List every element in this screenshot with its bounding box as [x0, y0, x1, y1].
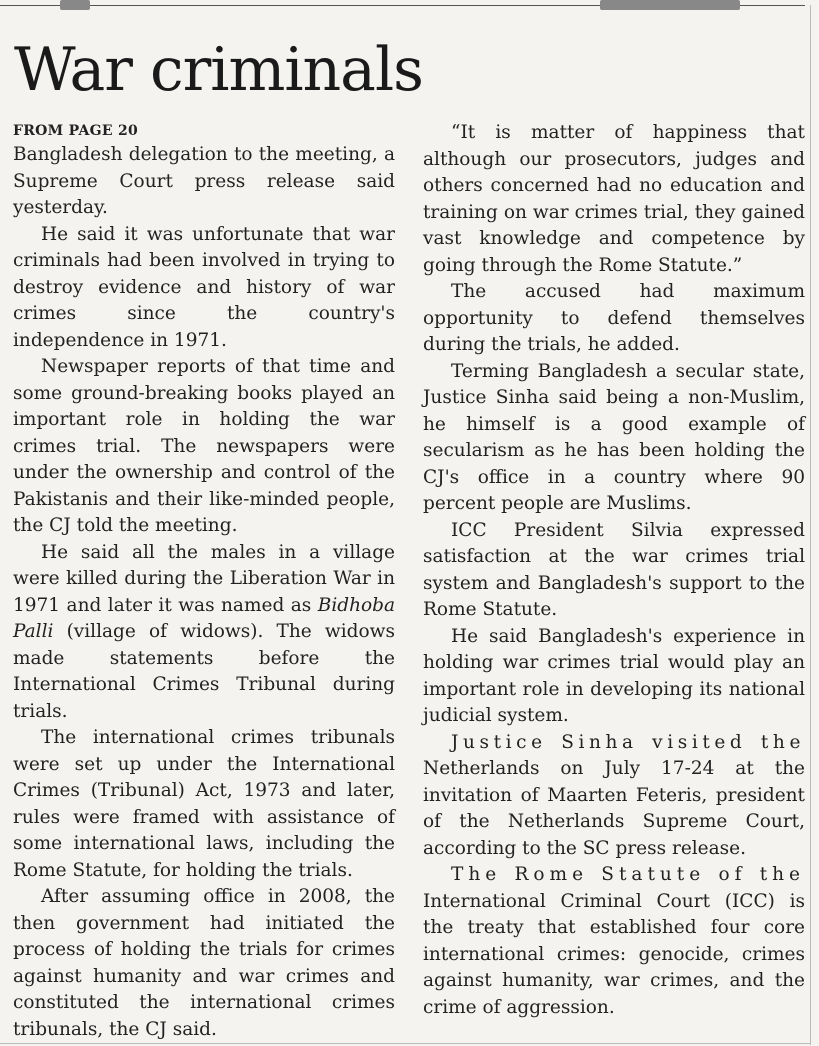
right-column — [423, 120, 805, 1021]
text-run: Netherlands on July 17-24 at the invitation of Maarten Feteris, president of the Netherlands Supreme Court, according to the SC press release. — [423, 758, 805, 859]
text-run: (village of widows). The widows made statements before the International Crimes Tribunal during trials. — [13, 621, 395, 722]
jump-line: FROM PAGE 20 — [13, 123, 139, 139]
headline: War criminals — [14, 35, 423, 105]
top-rule — [0, 5, 805, 6]
paragraph — [423, 862, 805, 1021]
paragraph: The accused had maximum opportunity to defend themselves during the trials, he added. — [423, 281, 805, 355]
top-fragment-left — [60, 0, 90, 10]
text-run: International Criminal Court (ICC) is the treaty that established four core international crimes: genocide, crimes against humanity, war crimes, and the crime of aggression. — [423, 890, 805, 1018]
paragraph: Newspaper reports of that time and some ground-breaking books played an important role in holding the war crimes trial. The newspapers were under the ownership and control of the Pakistanis and their like-minded people, the CJ told the meeting. — [13, 356, 395, 536]
paragraph: ICC President Silvia expressed satisfaction at the war crimes trial system and Bangladesh's support to the Rome Statute. — [423, 519, 805, 620]
paragraph: Terming Bangladesh a secular state, Justice Sinha said being a non-Muslim, he himself is a good example of secularism as he has been holding the CJ's office in a country where 90 percent people are Muslims. — [423, 360, 805, 514]
paragraph — [423, 730, 805, 863]
paragraph — [13, 540, 395, 726]
page-edge — [810, 5, 811, 1045]
paragraph: The international crimes tribunals were set up under the International Crimes (Tribunal) Act, 1973 and later, rules were framed with assistance of some international laws, including the Rome Statute, for holding the trials. — [13, 727, 395, 881]
paragraph: Bangladesh delegation to the meeting, a Supreme Court press release said yesterday. — [13, 144, 395, 218]
text-run: Justice Sinha visited the — [451, 731, 805, 753]
bottom-rule — [0, 1043, 810, 1044]
left-column — [13, 122, 395, 1043]
paragraph: After assuming office in 2008, the then government had initiated the process of holding the trials for crimes against humanity and war crimes and constituted the international crimes tribunals, the CJ said. — [13, 886, 395, 1040]
italic-place-name: Bidhoba Palli — [13, 594, 395, 642]
paragraph: He said it was unfortunate that war criminals had been involved in trying to destroy evidence and history of war crimes since the country's independence in 1971. — [13, 223, 395, 351]
text-run: He said all the males in a village were killed during the Liberation War in 1971 and later it was named as — [13, 541, 395, 616]
top-fragment-right — [600, 0, 740, 10]
paragraph: He said Bangladesh's experience in holding war crimes trial would play an important role in developing its national judicial system. — [423, 625, 805, 726]
text-run: The Rome Statute of the — [451, 864, 805, 885]
paragraph: “It is matter of happiness that although our prosecutors, judges and others concerned had no education and training on war crimes trial, they gained vast knowledge and competence by going through the Rome Statute.” — [423, 122, 805, 276]
